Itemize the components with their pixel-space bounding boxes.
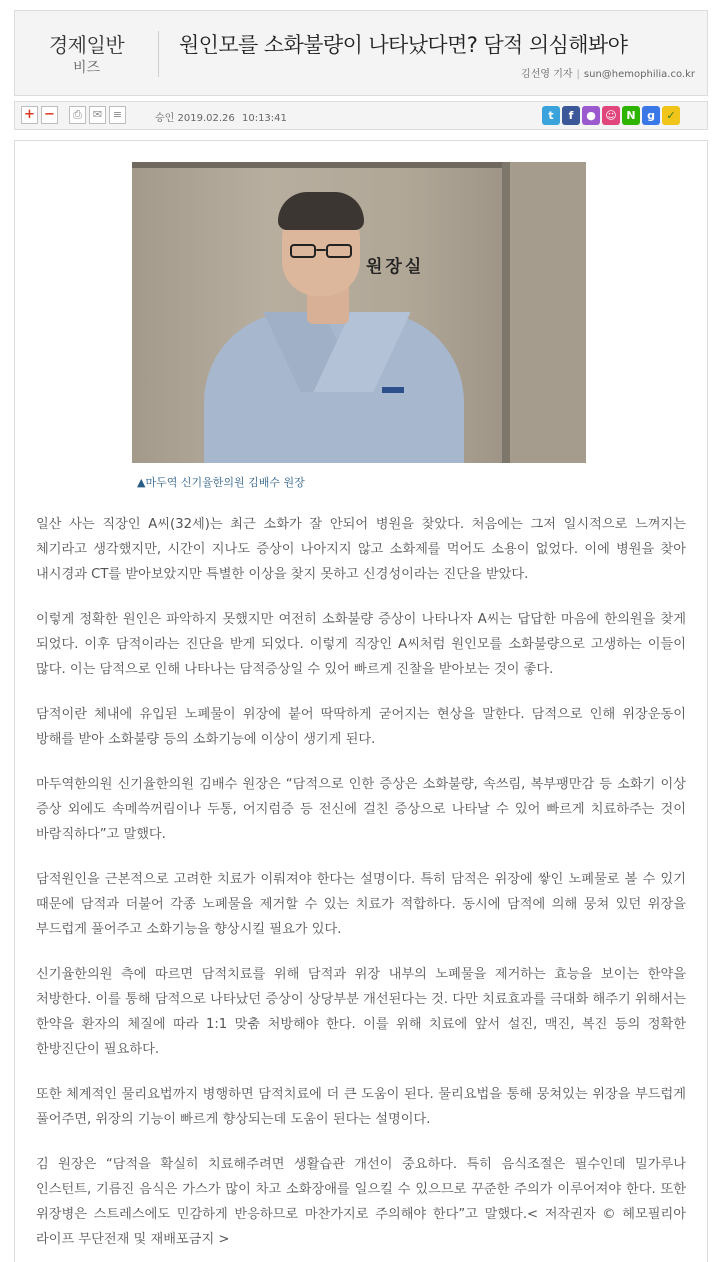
article-paragraph: 일산 사는 직장인 A씨(32세)는 최근 소화가 잘 안되어 병원을 찾았다. 처음에는 그저 일시적으로 느껴지는 체기라고 생각했지만, 시간이 지나도 증상이 나아지지 않고 소화제를 먹어도 소용이 없었다. 이에 병원을 찾아 내시경과 CT를 받아보았지만 특별한 이상을 찾지 못하고 신경성이라는 진단을 받았다.: [36, 517, 686, 582]
approved-datetime: [155, 109, 287, 124]
byline: [521, 65, 695, 80]
photo-name-tag: [382, 387, 404, 393]
glasses-bridge: [316, 249, 326, 251]
scrap-icon[interactable]: ≡: [109, 106, 126, 124]
article-body: [36, 512, 686, 1262]
approved-time: 10:13:41: [241, 113, 287, 124]
photo-door-edge: [502, 162, 510, 463]
subsection-name[interactable]: 비즈: [72, 60, 101, 76]
office-sign: 원장실: [366, 257, 425, 277]
header-divider: [158, 31, 159, 77]
reporter-email[interactable]: sun@hemophilia.co.kr: [583, 69, 695, 80]
glasses-lens-right: [326, 244, 352, 258]
section-name[interactable]: 경제일반: [48, 33, 125, 57]
photo-caption: ▲마두역 신기율한의원 김배수 원장: [137, 476, 305, 489]
yozm-icon[interactable]: ☺: [602, 106, 620, 125]
article-paragraph: 신기율한의원 측에 따르면 담적치료를 위해 담적과 위장 내부의 노폐물을 제거하는 효능을 보이는 한약을 처방한다. 이를 통해 담적으로 나타났던 증상이 상당부분 개선된다는 것. 다만 치료효과를 극대화 해주기 위해서는 한약을 환자의 체질에 따라 1:1 맞춤 처방해야 한다. 이를 위해 치료에 앞서 설진, 맥진, 복진 등의 정확한 한방진단이 필요하다.: [36, 967, 686, 1057]
print-icon[interactable]: ⎙: [69, 106, 86, 124]
email-icon[interactable]: ✉: [89, 106, 106, 124]
section-box: [15, 11, 158, 97]
approved-date: 2019.02.26: [177, 113, 235, 124]
naver-icon[interactable]: N: [622, 106, 640, 125]
article-paragraph: 마두역한의원 신기율한의원 김배수 원장은 “담적으로 인한 증상은 소화불량, 속쓰림, 복부팽만감 등 소화기 이상 증상 외에도 속메쓱꺼림이나 두통, 어지럼증 등 전신에 걸친 증상으로 나타날 수 있어 빠르게 치료하주는 것이 바람직하다”고 말했다.: [36, 777, 686, 842]
byline-separator: |: [576, 69, 580, 80]
article-paragraph: 담적원인을 근본적으로 고려한 치료가 이뤄져야 한다는 설명이다. 특히 담적은 위장에 쌓인 노폐물로 볼 수 있기 때문에 담적과 더불어 각종 노폐물을 제거할 수 있는 치료가 적합하다. 동시에 담적에 의해 뭉쳐 있던 위장을 부드럽게 풀어주고 소화기능을 향상시킬 필요가 있다.: [36, 872, 686, 937]
photo-person-glasses: [290, 244, 352, 260]
reporter-name: 김선영 기자: [521, 69, 573, 80]
article-paragraph: 담적이란 체내에 유입된 노폐물이 위장에 붙어 딱딱하게 굳어지는 현상을 말한다. 담적으로 인해 위장운동이 방해를 받아 소화불량 등의 소화기능에 이상이 생기게 된다.: [36, 707, 686, 747]
me2day-icon[interactable]: ●: [582, 106, 600, 125]
delicious-icon[interactable]: ✓: [662, 106, 680, 125]
article-header: [14, 10, 708, 96]
glasses-lens-left: [290, 244, 316, 258]
approved-label: 승인: [155, 113, 175, 124]
article-paragraph: 또한 체계적인 물리요법까지 병행하면 담적치료에 더 큰 도움이 된다. 물리요법을 통해 뭉쳐있는 위장을 부드럽게 풀어주면, 위장의 기능이 빠르게 향상되는데 도움이 된다는 설명이다.: [36, 1087, 686, 1127]
font-decrease-button[interactable]: −: [41, 106, 58, 124]
article-paragraph: 김 원장은 “담적을 확실히 치료해주려면 생활습관 개선이 중요하다. 특히 음식조절은 필수인데 밀가루나 인스턴트, 기름진 음식은 가스가 많이 차고 소화장애를 일으킬 수 있으므로 꾸준한 주의가 이루어져야 한다. 또한 위장병은 스트레스에도 민감하게 반응하므로 마찬가지로 주의해야 한다”고 말했다.< 저작권자 © 헤모필리아 라이프 무단전재 및 재배포금지 >: [36, 1157, 686, 1247]
facebook-icon[interactable]: f: [562, 106, 580, 125]
photo-door: [510, 162, 586, 463]
article-toolbar: [14, 101, 708, 130]
article-paragraph: 이렇게 정확한 원인은 파악하지 못했지만 여전히 소화불량 증상이 나타나자 A씨는 답답한 마음에 한의원을 찾게 되었다. 이후 담적이라는 진단을 받게 되었다. 이렇게 직장인 A씨처럼 원인모를 소화불량으로 고생하는 이들이 많다. 이는 담적으로 인해 나타나는 담적증상일 수 있어 빠르게 진찰을 받아보는 것이 좋다.: [36, 612, 686, 677]
photo-person-hair: [278, 192, 364, 230]
article-photo: [132, 162, 586, 463]
article-headline: 원인모를 소화불량이 나타났다면? 담적 의심해봐야: [179, 33, 628, 57]
font-increase-button[interactable]: +: [21, 106, 38, 124]
twitter-icon[interactable]: t: [542, 106, 560, 125]
google-icon[interactable]: g: [642, 106, 660, 125]
